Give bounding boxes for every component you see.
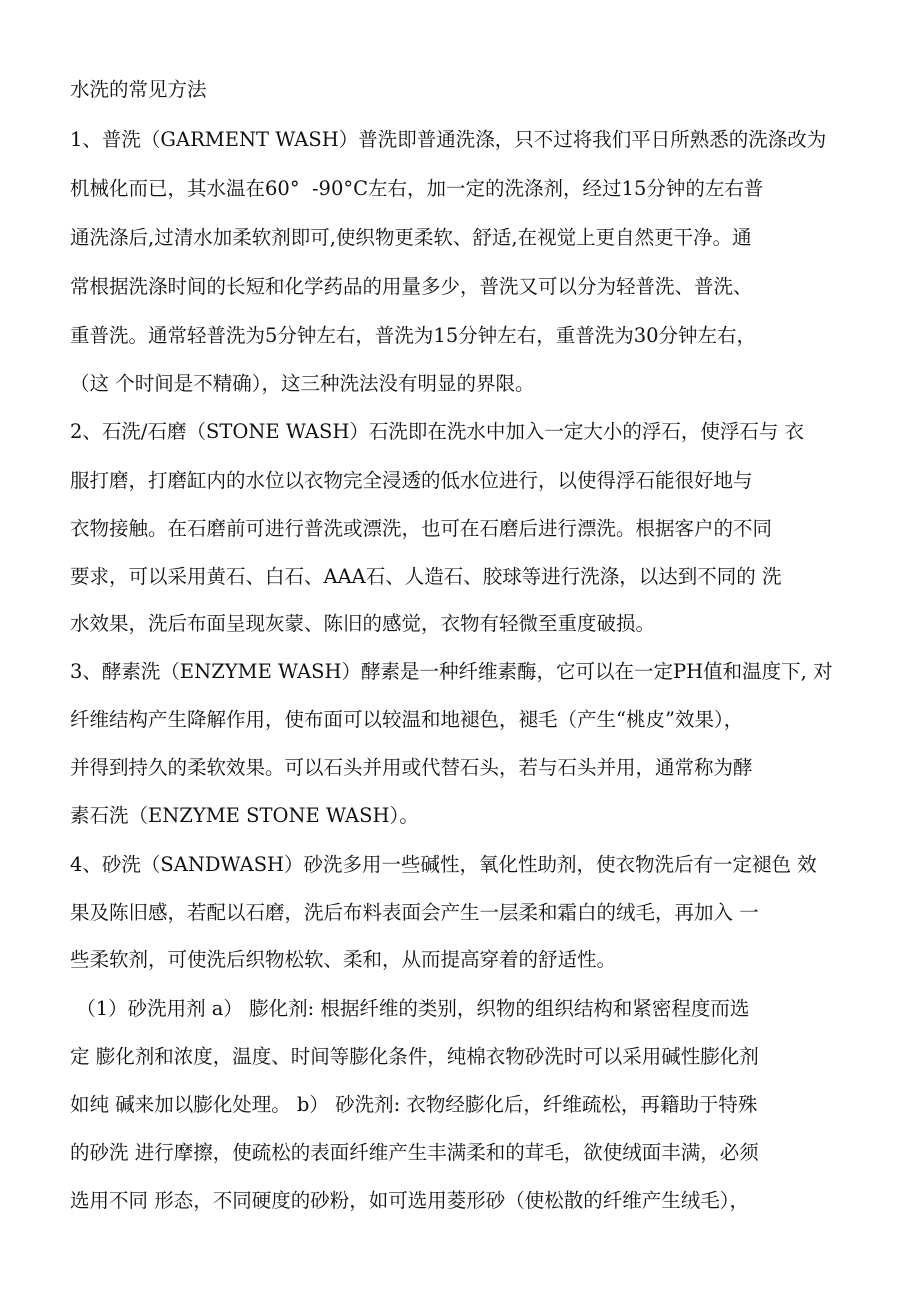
paragraph-line: 2、石洗/石磨（STONE WASH）石洗即在洗水中加入一定大小的浮石，使浮石与 衣 [70,420,805,443]
paragraph-line: 水效果，洗后布面呈现灰蒙、陈旧的感觉，衣物有轻微至重度破损。 [70,612,656,635]
paragraph-line: （1）砂洗用剂 a） 膨化剂: 根据纤维的类别，织物的组织结构和紧密程度而选 [70,997,750,1020]
paragraph-line: 重普洗。通常轻普洗为5分钟左右，普洗为15分钟左右，重普洗为30分钟左右， [70,324,757,347]
paragraph-line: 定 膨化剂和浓度，温度、时间等膨化条件，纯棉衣物砂洗时可以采用碱性膨化剂 [70,1045,759,1068]
paragraph-line: 衣物接触。在石磨前可进行普洗或漂洗，也可在石磨后进行漂洗。根据客户的不同 [70,517,773,540]
paragraph-line: 1、普洗（GARMENT WASH）普洗即普通洗涤，只不过将我们平日所熟悉的洗涤改为 [70,128,827,151]
paragraph-line: 通洗涤后,过清水加柔软剂即可,使织物更柔软、舒适,在视觉上更自然更干净。通 [70,226,752,249]
paragraph-line: 选用不同 形态，不同硬度的砂粉，如可选用菱形砂（使松散的纤维产生绒毛）， [70,1189,749,1212]
paragraph-line: 并得到持久的柔软效果。可以石头并用或代替石头，若与石头并用，通常称为酵 [70,756,753,779]
paragraph-line: 的砂洗 进行摩擦，使疏松的表面纤维产生丰满柔和的茸毛，欲使绒面丰满，必须 [70,1141,759,1164]
paragraph-line: （这 个时间是不精确），这三种洗法没有明显的界限。 [70,372,535,395]
paragraph-line: 些柔软剂，可使洗后织物松软、柔和，从而提高穿着的舒适性。 [70,948,617,971]
paragraph-line: 4、砂洗（SANDWASH）砂洗多用一些碱性，氧化性助剂，使衣物洗后有一定褪色 效 [70,853,817,876]
paragraph-line: 纤维结构产生降解作用，使布面可以较温和地褪色，褪毛（产生“桃皮”效果）， [70,708,744,731]
document-title: 水洗的常见方法 [70,78,207,101]
paragraph-line: 机械化而已，其水温在60° -90°C左右，加一定的洗涤剂，经过15分钟的左右普 [70,177,764,200]
paragraph-line: 果及陈旧感，若配以石磨，洗后布料表面会产生一层柔和霜白的绒毛，再加入 一 [70,901,759,924]
paragraph-line: 要求，可以采用黄石、白石、AAA石、人造石、胶球等进行洗涤，以达到不同的 洗 [70,565,782,588]
paragraph-line: 常根据洗涤时间的长短和化学药品的用量多少，普洗又可以分为轻普洗、普洗、 [70,275,753,298]
paragraph-line: 3、酵素洗（ENZYME WASH）酵素是一种纤维素酶，它可以在一定PH值和温度下, 对 [70,660,833,683]
paragraph-line: 素石洗（ENZYME STONE WASH）。 [70,804,419,827]
paragraph-line: 如纯 碱来加以膨化处理。 b） 砂洗剂: 衣物经膨化后，纤维疏松，再籍助于特殊 [70,1093,758,1116]
paragraph-line: 服打磨，打磨缸内的水位以衣物完全浸透的低水位进行，以使得浮石能很好地与 [70,469,753,492]
